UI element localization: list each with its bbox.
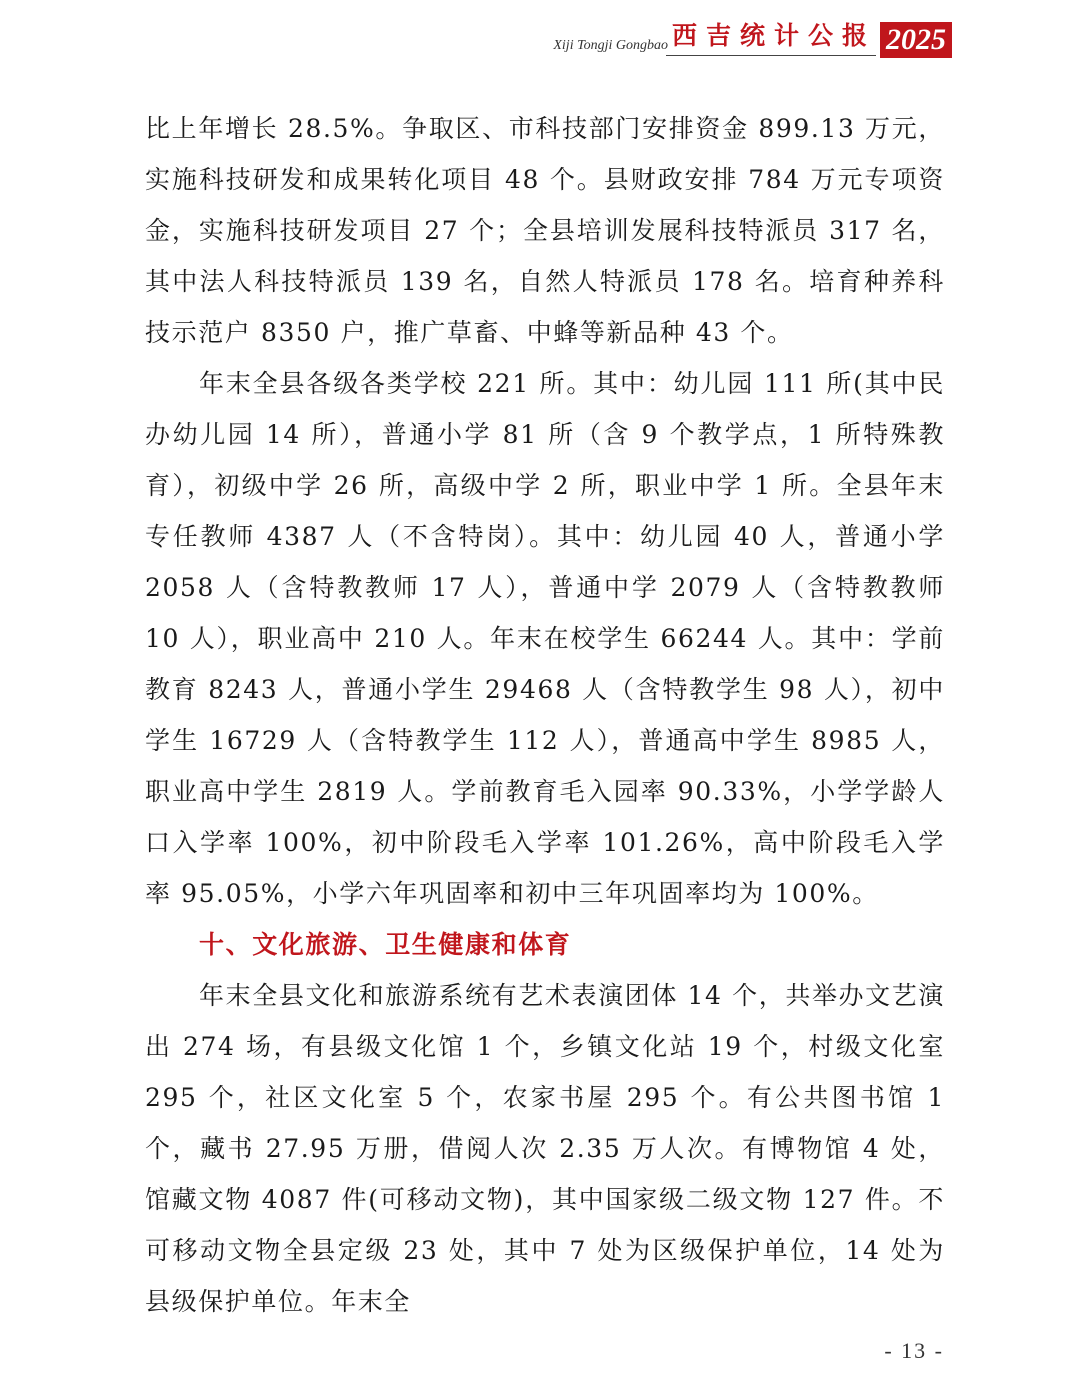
paragraph-education: 年末全县各级各类学校 221 所。其中：幼儿园 111 所(其中民办幼儿园 14 所），普通小学 81 所（含 9 个教学点，1 所特殊教育），初级中学 26 所，高级中学 2 所，职业中学 1 所。全县年末专任教师 4387 人（不含特岗）。其中：幼儿园 40 人，普通小学 2058 人（含特教教师 17 人），普通中学 2079 人（含特教教师 10 人），职业高中 210 人。年末在校学生 66244 人。其中：学前教育 8243 人，普通小学生 29468 人（含特教学生 98 人），初中学生 16729 人（含特教学生 112 人），普通高中学生 8985 人，职业高中学生 2819 人。学前教育毛入园率 90.33%，小学学龄人口入学率 100%，初中阶段毛入学率 101.26%，高中阶段毛入学率 95.05%，小学六年巩固率和初中三年巩固率均为 100%。: [145, 369, 945, 908]
header-year-badge: 2025: [880, 22, 952, 58]
section-heading: 十、文化旅游、卫生健康和体育: [199, 930, 572, 959]
header-rule: [666, 55, 876, 56]
header-subtitle: Xiji Tongji Gongbao: [553, 38, 668, 53]
paragraph-science-tech: 比上年增长 28.5%。争取区、市科技部门安排资金 899.13 万元，实施科技研发和成果转化项目 48 个。县财政安排 784 万元专项资金，实施科技研发项目 27 个；全县培训发展科技特派员 317 名，其中法人科技特派员 139 名，自然人特派员 178 名。培育种养科技示范户 8350 户，推广草畜、中蜂等新品种 43 个。: [145, 114, 945, 347]
header-title: 西吉统计公报: [671, 21, 876, 50]
document-body: [145, 103, 945, 1327]
paragraph-culture-tourism: 年末全县文化和旅游系统有艺术表演团体 14 个，共举办文艺演出 274 场，有县级文化馆 1 个，乡镇文化站 19 个，村级文化室 295 个，社区文化室 5 个，农家书屋 295 个。有公共图书馆 1 个，藏书 27.95 万册，借阅人次 2.35 万人次。有博物馆 4 处，馆藏文物 4087 件(可移动文物)，其中国家级二级文物 127 件。不可移动文物全县定级 23 处，其中 7 处为区级保护单位，14 处为县级保护单位。年末全: [145, 981, 945, 1316]
page-header: [553, 18, 952, 58]
page-number: - 13 -: [884, 1338, 944, 1363]
